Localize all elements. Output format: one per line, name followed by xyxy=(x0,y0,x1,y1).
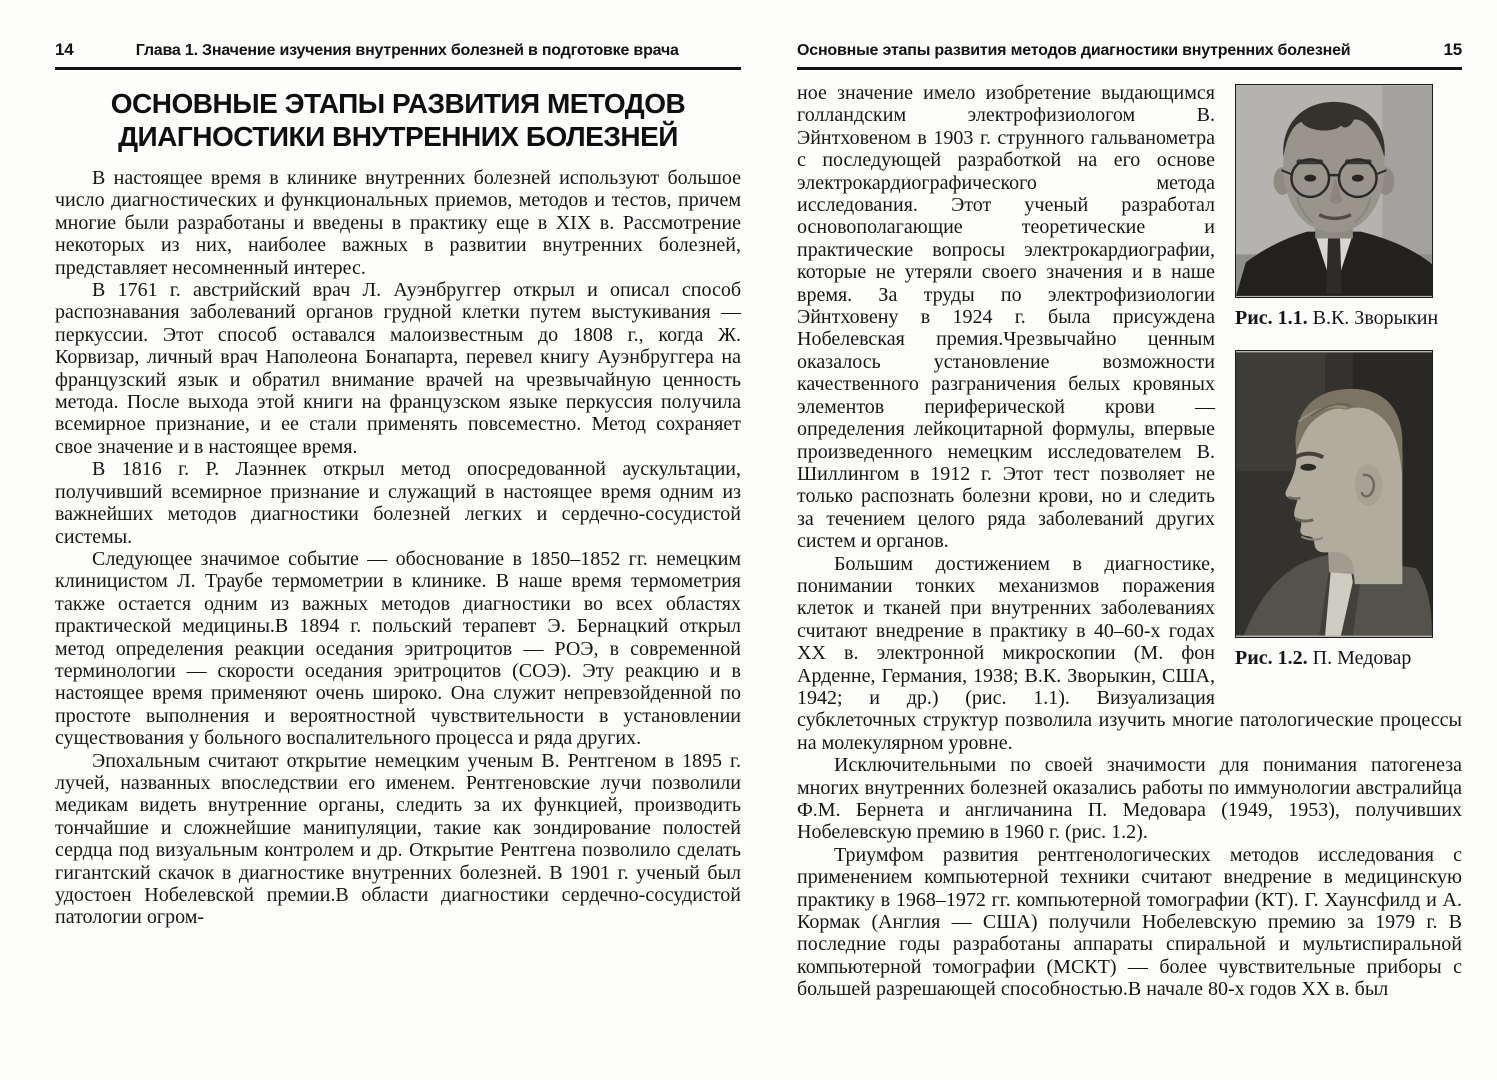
paragraph: ное значение имело изобретение выдающимся голландским электрофизиологом В. Эйнтховеном в 1903 г. струнного гальванометра с последующей разработкой на его основе электрокардиографического метода исследования. Этот ученый разработал основополагающие теоретические и практические вопросы электрокардиографии, которые не утеряли своего значения и в наше время. За труды по электрофизиологии Эйнтховену в 1924 г. была присуждена Нобелевская премия.Чрезвычайно ценным оказалось установление возможности качественного разграничения белых кровяных элементов периферической крови — определения лейкоцитарной формулы, впервые произведенного немецким исследователем В. Шиллингом в 1912 г. Этот тест позволяет не только распознать болезни крови, но и следить за течением целого ряда заболеваний других систем и органов. xyxy=(797,82,1215,553)
left-body-text xyxy=(55,167,741,929)
running-header-left xyxy=(55,40,741,70)
figure-1-caption-label: Рис. 1.1. xyxy=(1235,307,1308,329)
running-header-right-text: Основные этапы развития методов диагностики внутренних болезней xyxy=(797,42,1351,59)
figure-2-caption xyxy=(1235,647,1431,669)
paragraph: Следующее значимое событие — обоснование в 1850–1852 гг. немецким клиницистом Л. Траубе термометрии в клинике. В наше время термометрия также остается одним из важных методов диагностики во всех областях практической медицины.В 1894 г. польский терапевт Э. Бернацкий открыл метод определения реакции оседания эритроцитов — РОЭ, в современной терминологии — скорости оседания эритроцитов (СОЭ). Эту реакцию и в настоящее время применяют очень широко. Она служит непревзойденной по простоте выполнения и вероятностной чувствительности в установлении существования у больного воспалительного процесса и ряда других. xyxy=(55,547,741,750)
paragraph: В 1816 г. Р. Лаэннек открыл метод опосредованной аускультации, получивший всемирное признание и служащий в настоящее время одним из важнейших методов диагностики болезней легких и сердечно-сосудистой системы. xyxy=(55,458,741,548)
portrait-medawar-photo xyxy=(1235,350,1433,638)
paragraph: В 1761 г. австрийский врач Л. Ауэнбруггер открыл и описал способ распознавания заболеваний органов грудной клетки путем выстукивания — перкуссии. Этот способ оставался малоизвестным до 1808 г., когда Ж. Корвизар, личный врач Наполеона Бонапарта, перевел книгу Ауэнбруггера на французский язык и обратил внимание врачей на чрезвычайную ценность метода. После выхода этой книги на французском языке перкуссия получила всемирное признание, и ее стали применять повсеместно. Метод сохраняет свое значение и в настоящее время. xyxy=(55,279,741,458)
paragraph: В настоящее время в клинике внутренних болезней используют большое число диагностических и функциональных приемов, методов и тестов, причем многие были разработаны и введены в практику еще в XIX в. Рассмотрение некоторых из них, наиболее важных в развитии внутренних болезней, представляет несомненный интерес. xyxy=(55,167,741,279)
page-right xyxy=(797,40,1462,1045)
running-header-right xyxy=(797,40,1462,70)
figure-1-caption-text: В.К. Зворыкин xyxy=(1312,307,1439,329)
figure-1-caption xyxy=(1235,307,1439,329)
figure-2-caption-label: Рис. 1.2. xyxy=(1235,647,1308,669)
running-header-left-text: Глава 1. Значение изучения внутренних болезней в подготовке врача xyxy=(135,42,679,59)
portrait-zworykin-photo xyxy=(1235,84,1433,298)
figure-2 xyxy=(1235,350,1431,669)
paragraph: Эпохальным считают открытие немецким ученым В. Рентгеном в 1895 г. лучей, названных впоследствии его именем. Рентгеновские лучи позволили медикам видеть внутренние органы, следить за их функцией, производить тончайшие и сложнейшие манипуляции, такие как зондирование полостей сердца под визуальным контролем и др. Открытие Рентгена позволило сделать гигантский скачок в диагностике внутренних болезней. В 1901 г. ученый был удостоен Нобелевской премии.В области диагностики сердечно-сосудистой патологии огром- xyxy=(55,749,741,929)
page-number-right: 15 xyxy=(1443,40,1462,59)
figure-column xyxy=(1229,84,1462,689)
page-left xyxy=(55,40,741,1045)
figure-2-caption-text: П. Медовар xyxy=(1312,647,1412,669)
right-body-text xyxy=(797,82,1462,1001)
paragraph: Триумфом развития рентгенологических методов исследования с применением компьютерной техники считают внедрение в медицинскую практику в 1968–1972 гг. компьютерной томографии (КТ). Г. Хаунсфилд и А. Кормак (Англия — США) получили Нобелевскую премию за 1979 г. В последние годы разработаны аппараты спиральной и мультиспиральной компьютерной томографии (МСКТ) — более чувствительные приборы с большей разрешающей способностью.В начале 80-х годов XX в. был xyxy=(797,843,1462,1001)
section-title xyxy=(55,87,741,153)
page-number-left: 14 xyxy=(55,40,74,59)
section-title-line2: ДИАГНОСТИКИ ВНУТРЕННИХ БОЛЕЗНЕЙ xyxy=(118,121,678,152)
figure-1 xyxy=(1235,84,1439,329)
section-title-line1: ОСНОВНЫЕ ЭТАПЫ РАЗВИТИЯ МЕТОДОВ xyxy=(110,88,686,119)
paragraph: Исключительными по своей значимости для понимания патогенеза многих внутренних болезней оказались работы по иммунологии австралийца Ф.М. Бернета и англичанина П. Медовара (1949, 1953), получивших Нобелевскую премию в 1960 г. (рис. 1.2). xyxy=(797,754,1462,844)
paragraph: Большим достижением в диагностике, понимании тонких механизмов поражения клеток и тканей при внутренних заболеваниях считают внедрение в практику в 40–60-х годах XX в. электронной микроскопии (М. фон Арденне, Германия, 1938; В.К. Зворыкин, США, 1942; и др.) (рис. 1.1). Визуализация субклеточных структур позволила изучить многие патологические процессы на молекулярном уровне. xyxy=(797,552,1462,754)
